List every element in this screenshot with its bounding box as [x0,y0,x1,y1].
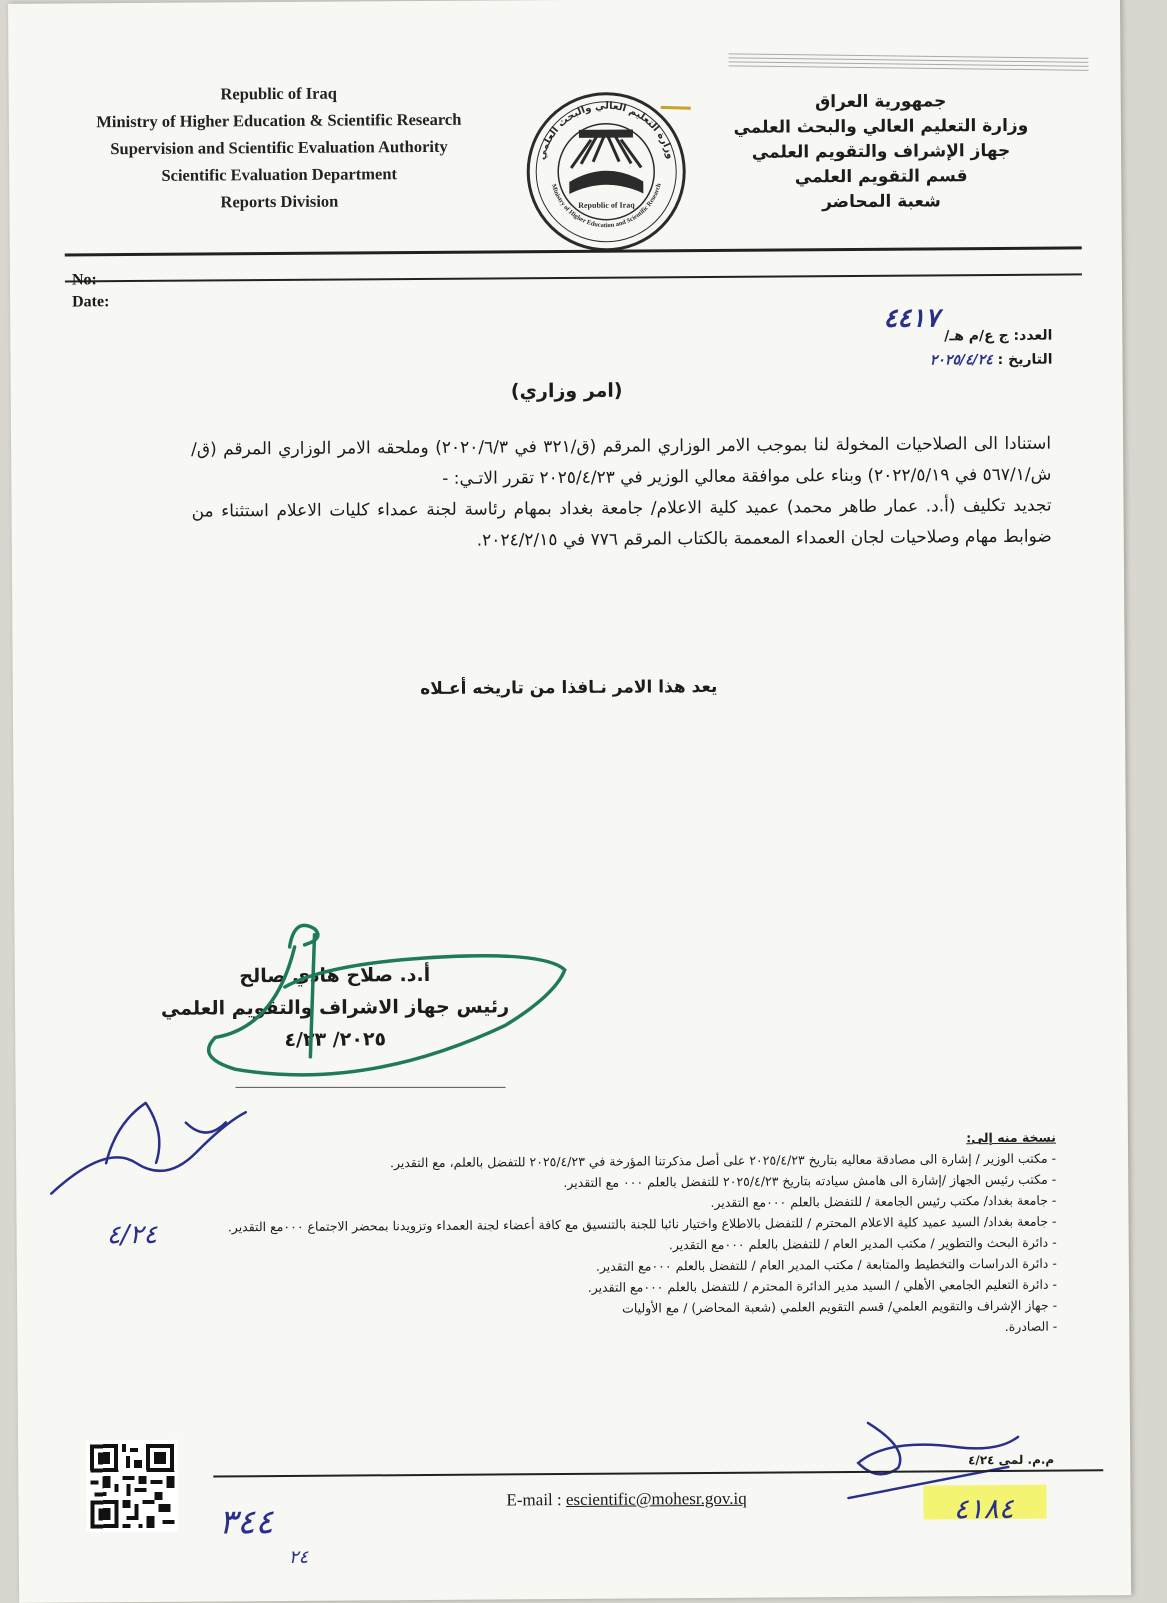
header-en-division: Reports Division [220,191,339,212]
copy-to-item: - جامعة بغداد/ السيد عميد كلية الاعلام المحترم / للتفضل بالاطلاع واختيار نائبا للجنة بالتنسيق مع كافة أعضاء لجنة العمداء وتزويدنا بمحضر الاجتماع ٠٠٠مع التقدير. [227,1213,1057,1235]
side-handwritten-date: ٤/٢٤ [106,1219,158,1251]
reference-block [883,303,1053,373]
copy-to-item: - جامعة بغداد/ مكتب رئيس الجامعة / للتفضل بالعلم ٠٠٠مع التقدير. [710,1192,1057,1211]
copy-to-item: - مكتب رئيس الجهاز /إشارة الى هامش سيادته بتاريخ ٢٠٢٥/٤/٢٣ للتفضل بالعلم ٠٠٠ مع التقدير. [563,1171,1057,1191]
copy-to-item: - دائرة البحث والتطوير / مكتب المدير العام / للتفضل بالعلم ٠٠٠مع التقدير. [668,1234,1057,1253]
signature-date: ٢٠٢٥/ ٤/٢٣ [284,1028,387,1051]
header-ar-authority: جهاز الإشراف والتقويم العلمي [751,140,1011,163]
email-link[interactable]: escientific@mohesr.gov.iq [565,1488,747,1510]
header-ar-division: شعبة المحاضر [821,191,941,213]
copy-to-item: - الصادرة. [1004,1318,1058,1334]
copy-to-item: - جهاز الإشراف والتقويم العلمي/ قسم التقويم العلمي (شعبة المحاضر) / مع الأوليات [622,1297,1058,1316]
order-decision: تجديد تكليف (أ.د. عمار طاهر محمد) عميد كلية الاعلام/ جامعة بغداد بمهام رئاسة لجنة عمداء كليات الاعلام استثناء من ضوابط مهام وصلاحيات لجان العمداء المعممة بالكتاب المرقم ٧٧٦ في ٢٠٢٤/٢/١٥. [191,495,1052,551]
signer-name: أ.د. صلاح هادي صالح [239,963,431,988]
seal-arabic-text: وزارة التعليم العالي والبحث العلمي [536,100,676,162]
signer-position: رئيس جهاز الاشراف والتقويم العلمي [160,995,510,1020]
typist-initials: م.م. لمى ٤/٢٤ [968,1452,1055,1468]
no-label: No: [71,271,97,289]
qr-code [86,1440,179,1533]
no-date-fields [72,269,110,313]
header-arabic [711,89,1052,216]
order-preamble: استنادا الى الصلاحيات المخولة لنا بموجب الامر الوزاري المرقم (ق/٣٢١ في ٢٠٢٠/٦/٣) وملحقه الامر الوزاري المرقم (ق/ش/٥٦٧/١ في ٢٠٢٢/٥/١٩) وبناء على موافقة معالي الوزير في ٢٠٢٥/٤/٢٣ تقرر الاتـي: - [191,433,1052,489]
date-label: Date: [72,293,110,311]
reference-date [884,348,1053,373]
ministry-seal [521,89,692,255]
header-decoration [728,46,1088,89]
header-en-country: Republic of Iraq [220,83,337,104]
effective-statement: يعد هذا الامر نـافذا من تاريخه أعـلاه [420,676,718,700]
document-page [8,0,1131,1603]
email-label: E-mail : [506,1490,562,1510]
header-en-authority: Supervision and Scientific Evaluation Authority [110,136,448,159]
copy-to-list [126,1127,1057,1343]
reference-number [883,303,1053,349]
reference-date-label: التاريخ : [997,351,1053,368]
header-english [64,78,495,216]
order-body [191,429,1052,559]
seal-republic-text: Republic of Iraq [578,200,635,210]
copy-to-heading: نسخة منه إلى: [966,1129,1057,1146]
reference-date-value: ٢٠٢٥/٤/٢٤ [929,352,993,369]
bottom-left-handwritten-number: ٣٤٤ [218,1502,274,1543]
header-ar-country: جمهورية العراق [814,91,947,113]
copy-to-item: - مكتب الوزير / إشارة الى مصادقة معاليه بتاريخ ٢٠٢٥/٤/٢٣ على أصل مذكرتنا المؤرخة في ٢٠٢٥/٤/٢٣ للتفضل بالعلم، مع التقدير. [389,1150,1057,1171]
document-title: (امر وزاري) [510,379,623,403]
reference-number-label: العدد: ج ع/م هـ/ [944,327,1053,345]
copy-to-item: - دائرة الدراسات والتخطيط والمتابعة / مكتب المدير العام / للتفضل بالعلم ٠٠٠مع التقدير. [595,1255,1057,1274]
copy-to-item: - دائرة التعليم الجامعي الأهلي / السيد مدير الدائرة المحترم / للتفضل بالعلم ٠٠٠مع التقدير. [587,1276,1058,1295]
green-signature [174,905,595,1098]
reference-number-handwritten: ٤٤١٧ [883,303,940,334]
header-ar-department: قسم التقويم العلمي [794,166,968,188]
header-en-ministry: Ministry of Higher Education & Scientific Research [96,109,462,132]
bottom-left-handwritten-note: ٢٤ [288,1546,309,1568]
header-ar-ministry: وزارة التعليم العالي والبحث العلمي [733,115,1029,138]
seal-ministry-text: Ministry of Higher Education and Scientific Research [549,182,663,230]
header-divider-thin [65,273,1082,282]
header-en-department: Scientific Evaluation Department [161,164,398,185]
bottom-right-handwritten-number: ٤١٨٤ [953,1491,1014,1526]
footer-email [506,1489,746,1511]
